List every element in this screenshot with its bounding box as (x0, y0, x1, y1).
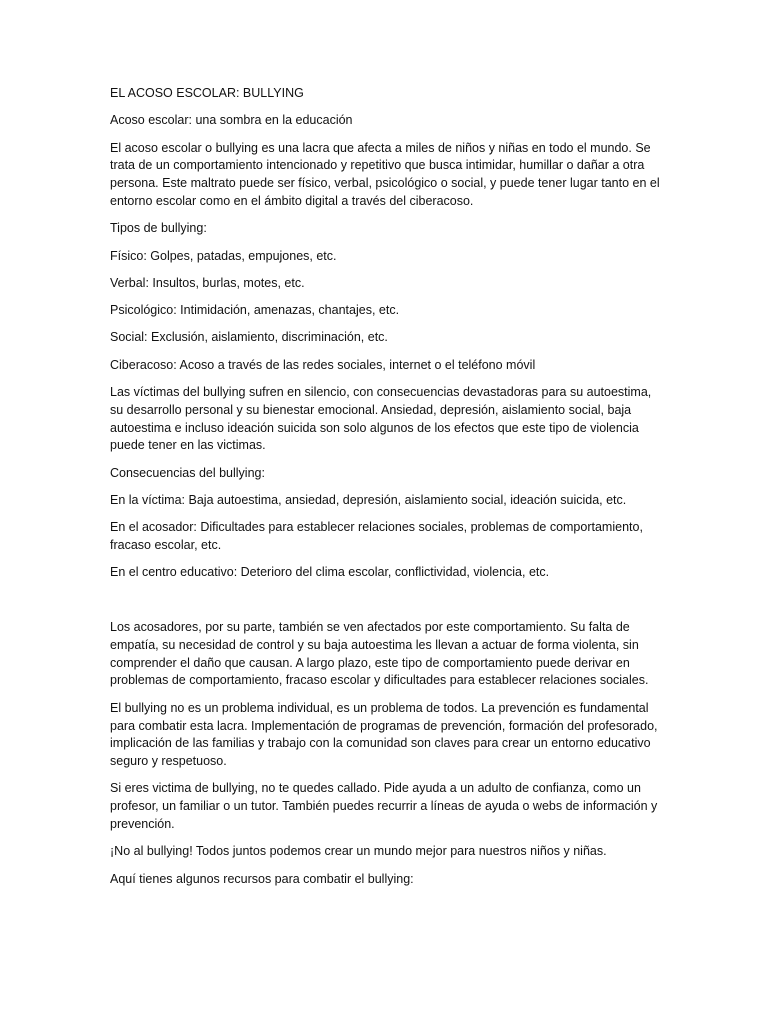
document-title: EL ACOSO ESCOLAR: BULLYING (110, 86, 304, 100)
help-paragraph: Si eres victima de bullying, no te quedes callado. Pide ayuda a un adulto de confianza, como un profesor, un familiar o un tutor. También puedes recurrir a líneas de ayuda o webs de información y prevención. (110, 781, 658, 831)
resources-intro: Aquí tienes algunos recursos para combatir el bullying: (110, 871, 414, 886)
subtitle: Acoso escolar: una sombra en la educación (110, 113, 353, 128)
consequences-heading: Consecuencias del bullying: (110, 465, 265, 480)
aggressors-paragraph: Los acosadores, por su parte, también se ven afectados por este comportamiento. Su falta de empatía, su necesidad de control y su baja autoestima les llevan a actuar de forma violenta, sin comprender el daño que causan. A largo plazo, este tipo de comportamiento puede derivar en problemas de comportamiento, fracaso escolar y dificultades para establecer relaciones sociales. (110, 620, 649, 688)
consequence-item-centro: En el centro educativo: Deterioro del clima escolar, conflictividad, violencia, etc. (110, 565, 550, 580)
victims-paragraph: Las víctimas del bullying sufren en silencio, con consecuencias devastadoras para su autoestima, su desarrollo personal y su bienestar emocional. Ansiedad, depresión, aislamiento social, baja autoestima e incluso ideación suicida son solo algunos de los efectos que este tipo de violencia puede tener en las victimas. (110, 385, 652, 453)
type-item-ciberacoso: Ciberacoso: Acoso a través de las redes sociales, internet o el teléfono móvil (110, 357, 536, 372)
blank-line (110, 592, 660, 610)
type-item-fisico: Físico: Golpes, patadas, empujones, etc. (110, 248, 337, 263)
document-body (110, 85, 660, 898)
prevention-paragraph: El bullying no es un problema individual, es un problema de todos. La prevención es fundamental para combatir esta lacra. Implementación de programas de prevención, formación del profesorado, implicación de las familias y trabajo con la comunidad son claves para crear un entorno educativo seguro y respetuoso. (110, 700, 658, 769)
type-item-verbal: Verbal: Insultos, burlas, motes, etc. (110, 275, 305, 290)
consequence-item-victima: En la víctima: Baja autoestima, ansiedad, depresión, aislamiento social, ideación suicida, etc. (110, 493, 627, 508)
consequence-item-acosador: En el acosador: Dificultades para establecer relaciones sociales, problemas de comportamiento, fracaso escolar, etc. (110, 520, 643, 553)
type-item-social: Social: Exclusión, aislamiento, discriminación, etc. (110, 330, 388, 345)
slogan-paragraph: ¡No al bullying! Todos juntos podemos crear un mundo mejor para nuestros niños y niñas. (110, 844, 607, 859)
types-heading: Tipos de bullying: (110, 221, 207, 236)
type-item-psicologico: Psicológico: Intimidación, amenazas, chantajes, etc. (110, 303, 400, 318)
intro-paragraph: El acoso escolar o bullying es una lacra que afecta a miles de niños y niñas en todo el mundo. Se trata de un comportamiento intencionado y repetitivo que busca intimidar, humillar o dañar a otra persona. Este maltrato puede ser físico, verbal, psicológico o social, y puede tener lugar tanto en el entorno escolar como en el ámbito digital a través del ciberacoso. (110, 140, 660, 208)
